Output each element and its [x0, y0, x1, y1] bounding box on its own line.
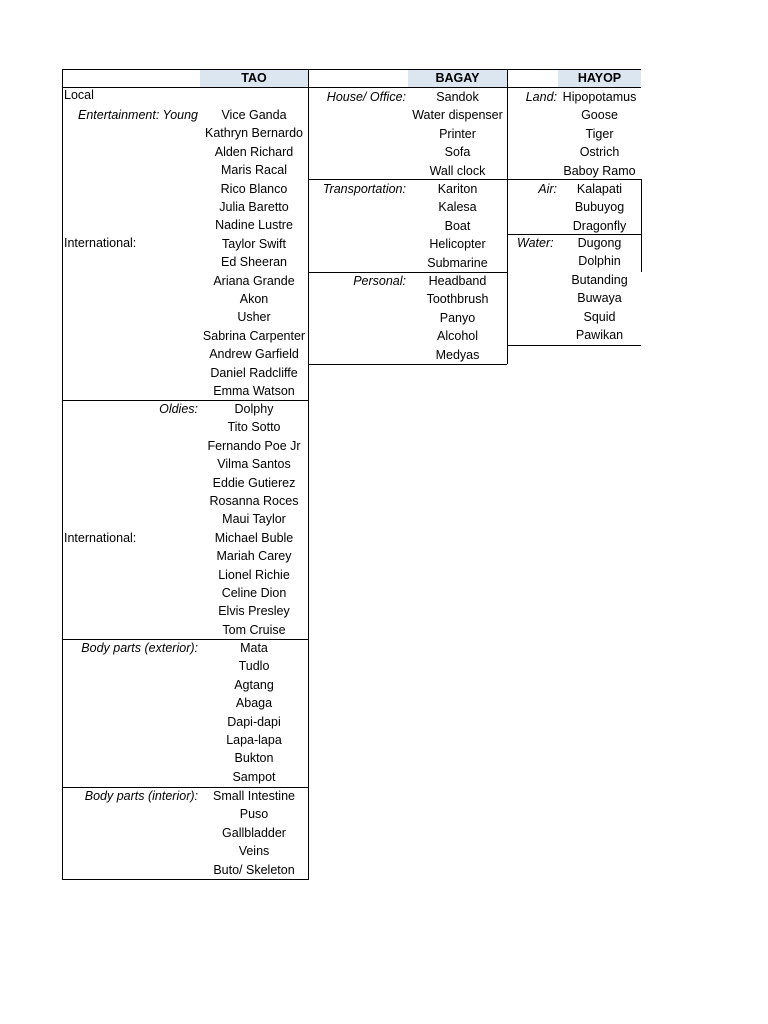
- bagay-right-border: [507, 69, 508, 364]
- entertainment-young-label: Entertainment: Young: [78, 108, 198, 122]
- list-item: Mata: [240, 641, 268, 655]
- list-item: Wall clock: [429, 163, 486, 178]
- oldies-label: Oldies:: [159, 402, 198, 416]
- list-item: Bukton: [234, 751, 274, 766]
- list-item: Toothbrush: [426, 292, 489, 307]
- list-item: Abaga: [235, 696, 273, 711]
- list-item: Small Intestine: [213, 789, 295, 803]
- list-item: Water dispenser: [412, 108, 503, 123]
- list-item: Puso: [239, 807, 269, 822]
- list-item: Fernando Poe Jr: [207, 438, 301, 453]
- list-item: Squid: [583, 309, 616, 324]
- list-item: Printer: [439, 126, 476, 141]
- list-item: Eddie Gutierez: [212, 475, 296, 490]
- list-item: Butanding: [571, 272, 628, 287]
- list-item: Dugong: [577, 236, 622, 250]
- list-item: Michael Buble: [214, 530, 294, 545]
- international-oldies-label: International:: [64, 531, 137, 545]
- list-item: Goose: [581, 108, 618, 123]
- list-item: Usher: [237, 310, 271, 325]
- list-item: Buto/ Skeleton: [213, 862, 295, 877]
- list-item: Baboy Ramo: [563, 163, 636, 178]
- list-item: Tom Cruise: [222, 622, 286, 637]
- list-item: Maris Racal: [221, 163, 287, 178]
- hayop-right-border: [641, 179, 642, 272]
- list-item: Lapa-lapa: [226, 733, 282, 747]
- list-item: Sampot: [232, 769, 276, 784]
- list-item: Sofa: [444, 145, 471, 160]
- list-item: Vilma Santos: [217, 457, 291, 472]
- list-item: Tito Sotto: [227, 420, 281, 435]
- list-item: Sabrina Carpenter: [202, 328, 306, 343]
- list-item: Agtang: [234, 677, 274, 692]
- list-item: Veins: [238, 844, 270, 859]
- list-item: Elvis Presley: [218, 604, 290, 619]
- list-item: Panyo: [439, 310, 476, 325]
- list-item: Pawikan: [575, 328, 624, 342]
- list-item: Tudlo: [238, 659, 270, 674]
- list-item: Kariton: [437, 182, 478, 196]
- list-item: Tiger: [585, 126, 614, 141]
- list-item: Lionel Richie: [218, 567, 290, 582]
- header-bottom-border: [62, 87, 641, 88]
- list-item: Emma Watson: [213, 384, 295, 398]
- list-item: Dragonfly: [572, 218, 627, 233]
- local-label: Local: [64, 88, 94, 102]
- bagay-bottom-border: [308, 364, 507, 365]
- list-item: Vice Ganda: [221, 108, 287, 122]
- tao-young-bottom-border: [62, 400, 308, 401]
- list-item: Akon: [239, 292, 269, 306]
- tao-left-border: [62, 69, 63, 880]
- transportation-label: Transportation:: [322, 182, 406, 196]
- top-border: [62, 69, 641, 70]
- list-item: Daniel Radcliffe: [210, 365, 298, 380]
- list-item: Ed Sheeran: [220, 255, 288, 270]
- hayop-bottom-border: [507, 345, 641, 346]
- list-item: Ariana Grande: [213, 273, 295, 288]
- list-item: Rico Blanco: [220, 181, 288, 196]
- hayop-land-bottom-border: [507, 179, 641, 180]
- list-item: Alcohol: [437, 329, 478, 344]
- list-item: Dapi-dapi: [227, 714, 281, 729]
- list-item: Headband: [428, 274, 487, 288]
- list-item: Andrew Garfield: [209, 347, 299, 362]
- list-item: Mariah Carey: [216, 549, 292, 564]
- header-bagay: BAGAY: [408, 70, 507, 87]
- list-item: Hipopotamus: [562, 90, 637, 104]
- list-item: Rosanna Roces: [209, 494, 299, 508]
- land-label: Land:: [525, 90, 557, 104]
- list-item: Maui Taylor: [222, 512, 286, 527]
- header-tao: TAO: [200, 70, 308, 87]
- body-exterior-label: Body parts (exterior):: [81, 641, 198, 655]
- list-item: Ostrich: [579, 145, 620, 160]
- list-item: Medyas: [435, 347, 480, 362]
- bagay-transport-bottom-border: [308, 272, 507, 273]
- list-item: Kathryn Bernardo: [205, 126, 303, 141]
- header-hayop: HAYOP: [558, 70, 641, 87]
- tao-bottom-border: [62, 879, 308, 880]
- tao-right-border: [308, 69, 309, 880]
- list-item: Kalesa: [438, 200, 477, 215]
- list-item: Taylor Swift: [222, 236, 286, 251]
- list-item: Dolphin: [578, 254, 621, 269]
- list-item: Alden Richard: [214, 144, 294, 159]
- list-item: Sandok: [436, 90, 479, 104]
- list-item: Submarine: [427, 255, 488, 270]
- list-item: Celine Dion: [221, 586, 287, 600]
- air-label: Air:: [538, 182, 557, 196]
- list-item: Boat: [444, 218, 471, 233]
- hayop-air-bottom-border: [507, 234, 641, 235]
- tao-oldies-bottom-border: [62, 639, 308, 640]
- bagay-house-bottom-border: [308, 179, 507, 180]
- personal-label: Personal:: [353, 274, 406, 288]
- water-label: Water:: [517, 236, 554, 250]
- house-office-label: House/ Office:: [326, 90, 406, 104]
- list-item: Dolphy: [234, 402, 274, 416]
- list-item: Nadine Lustre: [215, 218, 293, 233]
- international-young-label: International:: [64, 236, 137, 250]
- list-item: Julia Baretto: [219, 200, 289, 214]
- list-item: Gallbladder: [222, 825, 286, 840]
- tao-exterior-bottom-border: [62, 787, 308, 788]
- list-item: Bubuyog: [574, 200, 625, 215]
- list-item: Buwaya: [577, 291, 622, 306]
- list-item: Kalapati: [576, 182, 623, 196]
- list-item: Helicopter: [429, 237, 486, 252]
- body-interior-label: Body parts (interior):: [84, 789, 198, 803]
